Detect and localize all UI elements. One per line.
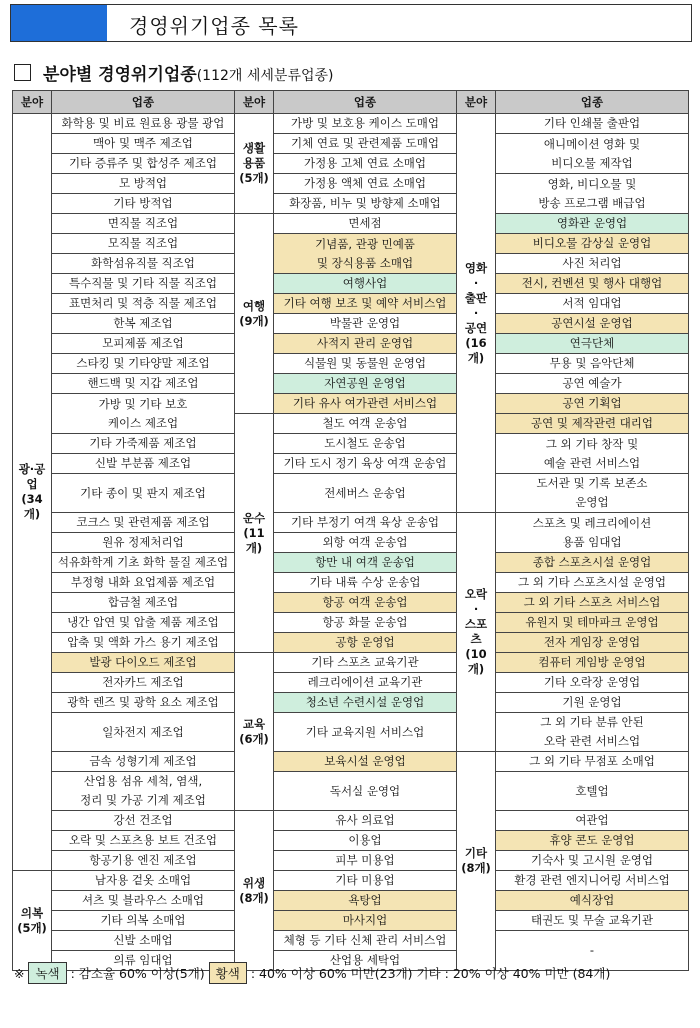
industry-cell: 기타 오락장 운영업 [496, 673, 689, 693]
industry-cell: 그 외 기타 창작 및 예술 관련 서비스업 [496, 434, 689, 474]
industry-cell: 전자카드 제조업 [52, 673, 235, 693]
industry-cell: 공연 및 제작관련 대리업 [496, 414, 689, 434]
industry-cell: 핸드백 및 지갑 제조업 [52, 374, 235, 394]
industry-cell: 화장품, 비누 및 방향제 소매업 [274, 194, 457, 214]
table-row [13, 214, 689, 234]
subtitle-main: 분야별 경영위기업종 [43, 65, 197, 85]
industry-cell: 가방 및 보호용 케이스 도매업 [274, 114, 457, 134]
col-header-category-1: 분야 [13, 91, 52, 114]
table-row [13, 394, 689, 414]
table-row [13, 752, 689, 772]
industry-cell: 도서관 및 기록 보존소 운영업 [496, 474, 689, 513]
page-header [10, 4, 692, 42]
industry-cell: 강선 건조업 [52, 811, 235, 831]
industry-cell: 항만 내 여객 운송업 [274, 553, 457, 573]
table-row [13, 174, 689, 194]
industry-cell: 항공기용 엔진 제조업 [52, 851, 235, 871]
industry-cell: 산업용 세탁업 [274, 951, 457, 971]
industry-cell: 이용업 [274, 831, 457, 851]
industry-cell: 기타 스포츠 교육기관 [274, 653, 457, 673]
industry-cell: 공연시설 운영업 [496, 314, 689, 334]
industry-cell: 기타 증류주 및 합성주 제조업 [52, 154, 235, 174]
table-row [13, 811, 689, 831]
industry-cell: 무용 및 음악단체 [496, 354, 689, 374]
legend-green-swatch: 녹색 [28, 962, 66, 984]
industry-cell: 발광 다이오드 제조업 [52, 653, 235, 673]
table-row [13, 434, 689, 454]
industry-cell: 면세점 [274, 214, 457, 234]
industry-cell: 마사지업 [274, 911, 457, 931]
legend-green-text: : 감소율 60% 이상(5개) [70, 966, 205, 981]
industry-cell: 외항 여객 운송업 [274, 533, 457, 553]
category-cell: 의복 (5개) [13, 871, 52, 971]
header-accent-block [11, 5, 107, 41]
industry-cell: 영화, 비디오물 및 방송 프로그램 배급업 [496, 174, 689, 214]
industry-cell: 기타 의복 소매업 [52, 911, 235, 931]
industry-cell: 박물관 운영업 [274, 314, 457, 334]
col-header-industry-3: 업종 [496, 91, 689, 114]
industry-cell: 압축 및 액화 가스 용기 제조업 [52, 633, 235, 653]
industry-cell: 기타 종이 및 판지 제조업 [52, 474, 235, 513]
industry-cell: 피부 미용업 [274, 851, 457, 871]
industry-cell: - [496, 931, 689, 971]
industry-cell: 의류 임대업 [52, 951, 235, 971]
industry-cell: 컴퓨터 게임방 운영업 [496, 653, 689, 673]
industry-cell: 원유 정제처리업 [52, 533, 235, 553]
industry-cell: 금속 성형기계 제조업 [52, 752, 235, 772]
category-cell: 생활 용품 (5개) [235, 114, 274, 214]
category-cell: 위생 (8개) [235, 811, 274, 971]
industry-cell: 가정용 고체 연료 소매업 [274, 154, 457, 174]
industry-cell: 유사 의료업 [274, 811, 457, 831]
industry-cell: 부정형 내화 요업제품 제조업 [52, 573, 235, 593]
industry-cell: 기체 연료 및 관련제품 도매업 [274, 134, 457, 154]
table-row [13, 990, 689, 1009]
industry-cell: 공연 기획업 [496, 394, 689, 414]
table-row [13, 693, 689, 713]
table-row [13, 851, 689, 871]
industry-cell: 기원 운영업 [496, 693, 689, 713]
industry-cell: 애니메이션 영화 및 비디오물 제작업 [496, 134, 689, 174]
industry-cell: 휴양 콘도 운영업 [496, 831, 689, 851]
table-row [13, 871, 689, 891]
table-row [13, 1009, 689, 1028]
industry-cell: 석유화학계 기초 화학 물질 제조업 [52, 553, 235, 573]
industry-cell: 기타 유사 여가관련 서비스업 [274, 394, 457, 414]
industry-cell: 항공 화물 운송업 [274, 613, 457, 633]
legend-yellow-text: : 40% 이상 60% 미만(23개) [250, 966, 413, 981]
table-row [13, 891, 689, 911]
industry-cell: 전세버스 운송업 [274, 474, 457, 513]
table-row [13, 294, 689, 314]
industry-cell: 연극단체 [496, 334, 689, 354]
industry-cell: 기타 도시 정기 육상 여객 운송업 [274, 454, 457, 474]
industry-cell: 여관업 [496, 811, 689, 831]
page-title: 경영위기업종 목록 [129, 14, 299, 38]
industry-cell: 사진 처리업 [496, 254, 689, 274]
section-subtitle [14, 60, 333, 85]
industry-cell: 전자 게임장 운영업 [496, 633, 689, 653]
table-row [13, 713, 689, 733]
industry-cell: 그 외 기타 분류 안된 오락 관련 서비스업 [496, 713, 689, 752]
industry-cell: 영화관 운영업 [496, 214, 689, 234]
table-row [13, 613, 689, 633]
industry-cell: 사적지 관리 운영업 [274, 334, 457, 354]
industry-cell: 기타 여행 보조 및 예약 서비스업 [274, 294, 457, 314]
industry-cell: 산업용 섬유 세척, 염색, 정리 및 가공 기계 제조업 [52, 772, 235, 811]
industry-cell: 오락 및 스포츠용 보트 건조업 [52, 831, 235, 851]
table-row [13, 653, 689, 673]
legend-other-text: 기타 : 20% 이상 40% 미만 (84개) [416, 966, 611, 981]
industry-cell: 예식장업 [496, 891, 689, 911]
industry-cell: 기념품, 관광 민예품 및 장식용품 소매업 [274, 234, 457, 274]
industry-cell: 냉간 압연 및 압출 제품 제조업 [52, 613, 235, 633]
table-row [13, 593, 689, 613]
industry-cell: 기타 내륙 수상 운송업 [274, 573, 457, 593]
industry-cell: 공항 운영업 [274, 633, 457, 653]
subtitle-count: (112개 세세분류업종) [196, 68, 334, 84]
industry-cell: 전시, 컨벤션 및 행사 대행업 [496, 274, 689, 294]
industry-cell: 기타 가죽제품 제조업 [52, 434, 235, 454]
table-row [13, 573, 689, 593]
legend-mark: ※ [14, 966, 25, 981]
industry-cell: 남자용 겉옷 소매업 [52, 871, 235, 891]
industry-cell: 합금철 제조업 [52, 593, 235, 613]
industry-cell: 한복 제조업 [52, 314, 235, 334]
industry-cell: 신발 부분품 제조업 [52, 454, 235, 474]
industry-cell: 기타 미용업 [274, 871, 457, 891]
table-row [13, 374, 689, 394]
industry-cell: 표면처리 및 적층 직물 제조업 [52, 294, 235, 314]
industry-cell: 모 방적업 [52, 174, 235, 194]
table-header-row [13, 91, 689, 114]
category-cell: 여행 (9개) [235, 214, 274, 414]
industry-cell: 서적 임대업 [496, 294, 689, 314]
industry-table [12, 90, 689, 1028]
industry-cell: 가방 및 기타 보호 케이스 제조업 [52, 394, 235, 434]
col-header-industry-2: 업종 [274, 91, 457, 114]
industry-cell: 호텔업 [496, 772, 689, 811]
industry-cell: 일차전지 제조업 [52, 713, 235, 752]
table-row [13, 114, 689, 134]
industry-cell: 모직물 직조업 [52, 234, 235, 254]
industry-cell: 그 외 기타 스포츠시설 운영업 [496, 573, 689, 593]
table-row [13, 234, 689, 254]
industry-cell: 철도 여객 운송업 [274, 414, 457, 434]
industry-cell: 화학섬유직물 직조업 [52, 254, 235, 274]
table-row [13, 474, 689, 494]
industry-cell: 여행사업 [274, 274, 457, 294]
table-row [13, 911, 689, 931]
category-cell: 오락 · 스포 츠 (10개) [457, 513, 496, 752]
industry-cell: 스타킹 및 기타양말 제조업 [52, 354, 235, 374]
industry-cell: 모피제품 제조업 [52, 334, 235, 354]
category-cell: 기타 (8개) [457, 752, 496, 971]
industry-cell: 식물원 및 동물원 운영업 [274, 354, 457, 374]
industry-cell: 기타 인쇄물 출판업 [496, 114, 689, 134]
industry-cell: 코크스 및 관련제품 제조업 [52, 513, 235, 533]
legend [14, 962, 610, 984]
industry-cell: 스포츠 및 레크리에이션 용품 임대업 [496, 513, 689, 553]
industry-cell: 자연공원 운영업 [274, 374, 457, 394]
industry-cell: 공연 예술가 [496, 374, 689, 394]
category-cell: 영화 · 출판 · 공연 (16개) [457, 114, 496, 513]
industry-cell: 그 외 기타 무점포 소매업 [496, 752, 689, 772]
industry-cell: 기숙사 및 고시원 운영업 [496, 851, 689, 871]
col-header-category-3: 분야 [457, 91, 496, 114]
industry-cell: 태권도 및 무술 교육기관 [496, 911, 689, 931]
industry-cell: 비디오물 감상실 운영업 [496, 234, 689, 254]
industry-cell: 레크리에이션 교육기관 [274, 673, 457, 693]
table-row [13, 513, 689, 533]
industry-cell: 독서실 운영업 [274, 772, 457, 811]
table-row [13, 354, 689, 374]
industry-cell: 보육시설 운영업 [274, 752, 457, 772]
industry-cell: 기타 방적업 [52, 194, 235, 214]
industry-cell: 신발 소매업 [52, 931, 235, 951]
industry-cell: 청소년 수련시설 운영업 [274, 693, 457, 713]
legend-yellow-swatch: 황색 [209, 962, 247, 984]
industry-cell: 면직물 직조업 [52, 214, 235, 234]
table-row [13, 314, 689, 334]
table-row [13, 334, 689, 354]
industry-cell: 가정용 액체 연료 소매업 [274, 174, 457, 194]
industry-cell: 기타 교육지원 서비스업 [274, 713, 457, 752]
industry-cell: 욕탕업 [274, 891, 457, 911]
checkbox-square-icon [14, 64, 31, 81]
category-cell: 교육 (6개) [235, 653, 274, 811]
industry-cell: 특수직물 및 기타 직물 직조업 [52, 274, 235, 294]
category-cell: 운수 (11개) [235, 414, 274, 653]
industry-cell: 그 외 기타 스포츠 서비스업 [496, 593, 689, 613]
industry-cell: 유원지 및 테마파크 운영업 [496, 613, 689, 633]
industry-cell: 셔츠 및 블라우스 소매업 [52, 891, 235, 911]
industry-cell: 종합 스포츠시설 운영업 [496, 553, 689, 573]
table-row [13, 772, 689, 792]
table-row [13, 274, 689, 294]
industry-cell: 광학 렌즈 및 광학 요소 제조업 [52, 693, 235, 713]
table-row [13, 673, 689, 693]
industry-cell: 환경 관련 엔지니어링 서비스업 [496, 871, 689, 891]
industry-cell: 기타 부정기 여객 육상 운송업 [274, 513, 457, 533]
industry-cell: 화학용 및 비료 원료용 광물 광업 [52, 114, 235, 134]
industry-cell: 항공 여객 운송업 [274, 593, 457, 613]
col-header-industry-1: 업종 [52, 91, 235, 114]
table-row [13, 831, 689, 851]
category-cell: 광·공업 (34개) [13, 114, 52, 871]
table-row [13, 633, 689, 653]
table-row [13, 134, 689, 154]
industry-cell: 체형 등 기타 신체 관리 서비스업 [274, 931, 457, 951]
col-header-category-2: 분야 [235, 91, 274, 114]
industry-cell: 맥아 및 맥주 제조업 [52, 134, 235, 154]
table-row [13, 931, 689, 951]
table-row [13, 553, 689, 573]
industry-cell: 도시철도 운송업 [274, 434, 457, 454]
